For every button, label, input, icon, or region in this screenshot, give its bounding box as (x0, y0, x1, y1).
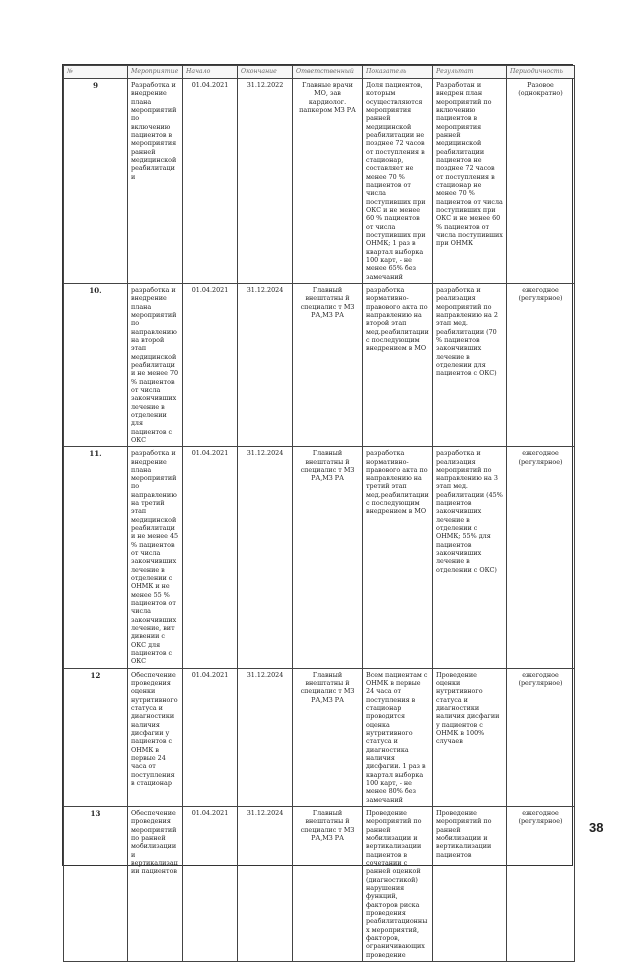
column-header-num: № (64, 66, 128, 79)
row-number: 12 (64, 668, 128, 806)
document-table-frame (62, 64, 573, 959)
event-cell: разработка и внедрение плана мероприятий по направлению на третий этап медицинской реабилитации не менее 45 % пациентов от числа закончивших лечение в отделении с ОНМК и не менее 55 % пациентов от числа закончивших лечение, вит дивении с ОКС для пациентов с ОКС (128, 447, 183, 669)
responsible-cell: Главный внештатны й специалис т МЗ РА,МЗ РА (293, 668, 363, 806)
indicator-cell: Доля пациентов, которым осуществляются мероприятия ранней медицинской реабилитации не позднее 72 часов от поступления в стационар, составляет не менее 70 % пациентов от числа поступивших при ОКС и не менее 60 % пациентов от числа поступивших при ОНМК; 1 раз в квартал выборка 100 карт, - не менее 65% без замечаний (363, 79, 433, 284)
start-date-cell: 01.04.2021 (183, 447, 238, 669)
row-number: 13 (64, 806, 128, 961)
end-date-cell: 31.12.2024 (238, 283, 293, 446)
column-header-event: Мероприятие (128, 66, 183, 79)
table-row (64, 806, 575, 961)
column-header-responsible: Ответственный (293, 66, 363, 79)
start-date-cell: 01.04.2021 (183, 79, 238, 284)
end-date-cell: 31.12.2024 (238, 668, 293, 806)
event-cell: Обеспечение проведения оценки нутритивного статуса и диагностики наличия дисфагии у пациентов с ОНМК в первые 24 часа от поступления в стационар (128, 668, 183, 806)
start-date-cell: 01.04.2021 (183, 668, 238, 806)
result-cell: Разработан и внедрен план мероприятий по включению пациентов в мероприятия ранней медицинской реабилитации пациентов не позднее 72 часов от поступления в стационар не менее 70 % пациентов от числа поступивших при ОКС и не менее 60 % пациентов от числа поступивших при ОНМК (433, 79, 507, 284)
responsible-cell: Главный внештатны й специалис т МЗ РА,МЗ РА (293, 447, 363, 669)
indicator-cell: разработка нормативно-правового акта по направлению на второй этап мед.реабилитации с последующим внедрением в МО (363, 283, 433, 446)
start-date-cell: 01.04.2021 (183, 806, 238, 961)
end-date-cell: 31.12.2024 (238, 447, 293, 669)
table-header-row (64, 66, 575, 79)
result-cell: разработка и реализация мероприятий по направлению на 2 этап мед. реабилитации (70 % пациентов закончивших лечение в отделении для пациентов с ОКС) (433, 283, 507, 446)
responsible-cell: Главные врачи МО, зав кардиолог. папкером МЗ РА (293, 79, 363, 284)
column-header-start: Начало (183, 66, 238, 79)
start-date-cell: 01.04.2021 (183, 283, 238, 446)
frequency-cell: ежегодное (регулярное) (507, 806, 575, 961)
frequency-cell: ежегодное (регулярное) (507, 668, 575, 806)
row-number: 11. (64, 447, 128, 669)
frequency-cell: Разовое (однократно) (507, 79, 575, 284)
responsible-cell: Главный внештатны й специалис т МЗ РА,МЗ РА (293, 283, 363, 446)
event-cell: Обеспечение проведения мероприятий по ранней мобилизации и вертикализации пациентов (128, 806, 183, 961)
column-header-end: Окончание (238, 66, 293, 79)
result-cell: Проведение оценки нутритивного статуса и диагностики наличия дисфагии у пациентов с ОНМК в 100% случаев (433, 668, 507, 806)
measures-table (63, 65, 575, 962)
table-body (64, 66, 575, 962)
event-cell: разработка и внедрение плана мероприятий по направлению на второй этап медицинской реабилитации не менее 70 % пациентов от числа закончивших лечение в отделении для пациентов с ОКС (128, 283, 183, 446)
table-row (64, 79, 575, 284)
frequency-cell: ежегодное (регулярное) (507, 283, 575, 446)
event-cell: Разработка и внедрение плана мероприятий по включению пациентов в мероприятия ранней медицинской реабилитации (128, 79, 183, 284)
responsible-cell: Главный внештатны й специалис т МЗ РА,МЗ РА (293, 806, 363, 961)
end-date-cell: 31.12.2024 (238, 806, 293, 961)
table-row (64, 668, 575, 806)
page-number: 38 (589, 820, 604, 835)
column-header-result: Результат (433, 66, 507, 79)
result-cell: Проведение мероприятий по ранней мобилизации и вертикализации пациентов (433, 806, 507, 961)
column-header-indicator: Показатель (363, 66, 433, 79)
indicator-cell: разработка нормативно-правового акта по направлению на третий этап мед.реабилитации с последующим внедрением в МО (363, 447, 433, 669)
indicator-cell: Всем пациентам с ОНМК в первые 24 часа от поступления в стационар проводится оценка нутритивного статуса и диагностика наличия дисфагии. 1 раз в квартал выборка 100 карт, - не менее 80% без замечаний (363, 668, 433, 806)
column-header-frequency: Периодичность (507, 66, 575, 79)
frequency-cell: ежегодное (регулярное) (507, 447, 575, 669)
end-date-cell: 31.12.2022 (238, 79, 293, 284)
row-number: 9 (64, 79, 128, 284)
row-number: 10. (64, 283, 128, 446)
result-cell: разработка и реализация мероприятий по направлению на 3 этап мед. реабилитации (45% пациентов закончивших лечение в отделении с ОНМК; 55% для пациентов закончивших лечение в отделении с ОКС) (433, 447, 507, 669)
table-row (64, 447, 575, 669)
table-row (64, 283, 575, 446)
indicator-cell: Проведение мероприятий по ранней мобилизации и вертикализации пациентов в сочетании с ранней оценкой (диагностикой) нарушения функций, факторов риска проведения реабилитационных мероприятий, факторов, ограничивающих проведение (363, 806, 433, 961)
